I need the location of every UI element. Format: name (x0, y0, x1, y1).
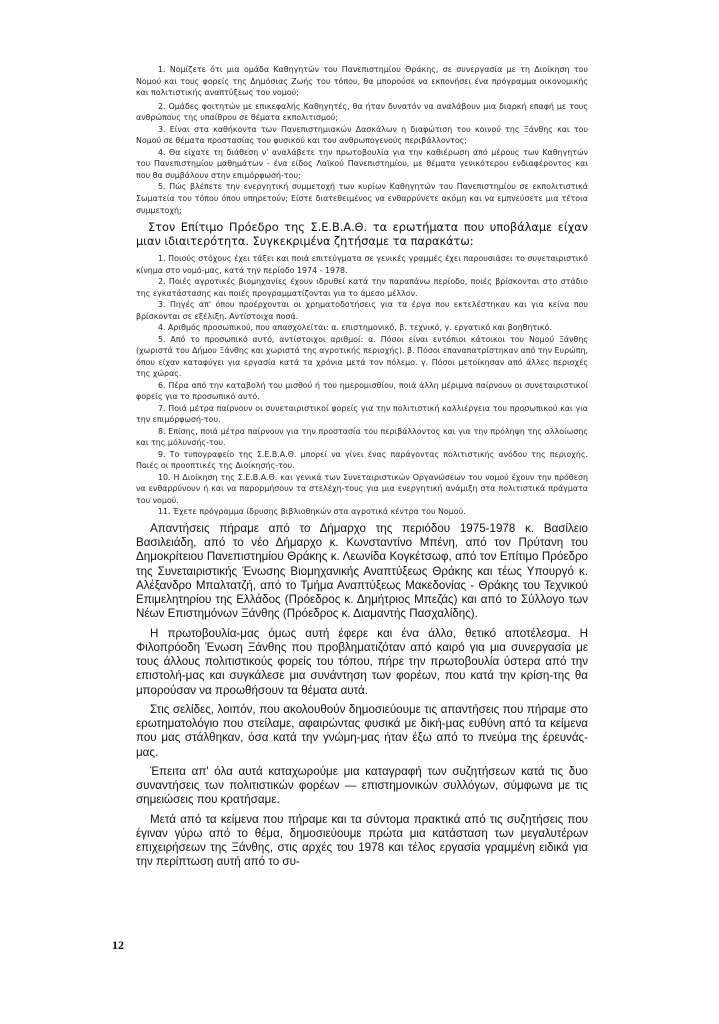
question-item: 11. Έχετε πρόγραμμα ίδρυσης βιβλιοθηκών στα αγροτικά κέντρα του Νομού. (158, 507, 466, 517)
body-paragraph: Έπειτα απ' όλα αυτά καταχωρούμε μια καταγραφή των συζητήσεων κατά τις δυο συναντήσεις των πολιτιστικών φορέων — επιστημονικών συλλόγων, σύμφωνα με τις σημειώσεις που κρατήσαμε. (136, 764, 588, 807)
question-item: 4. Θα είχατε τη διάθεση ν' αναλάβετε την πρωτοβουλία για την καθιέρωση από μέρους των Καθηγητών του Πανεπιστημίου μαθημάτων - ένα είδος Λαϊκού Πανεπιστημίου, με θέματα γενικότερου ενδιαφέροντος και που θα συμβάλουν στην επιμόρφωσή-του; (136, 147, 588, 180)
question-item: 1. Ποιούς στόχους έχει τάξει και ποιά επιτεύγματα σε γενικές γραμμές έχει παρουσιάσει το συνεταιριστικό κίνημα στο νομό-μας, κατά την περίοδο 1974 - 1978. (136, 254, 588, 275)
questions-list-b (136, 253, 588, 518)
question-item: 1. Νομίζετε ότι μια ομάδα Καθηγητών του Πανεπιστημίου Θράκης, σε συνεργασία με τη Διοίκηση του Νομού και τους φορείς της Δημόσιας Ζωής του τόπου, θα μπορούσε να εκπονήσει ένα πρόγραμμα οικονομικής και πολιτιστικής αναπτύξεως του νομού; (136, 65, 588, 98)
body-text (136, 522, 588, 870)
question-item: 8. Επίσης, ποιά μέτρα παίρνουν για την προστασία του περιβάλλοντος και για την πρόληψη της αλλοίωσης και της μόλυνσής-του. (136, 426, 588, 448)
question-item: 2. Ποιές αγροτικές βιομηχανίες έχουν ιδρυθεί κατά την παραπάνω περίοδο, ποιές βρίσκονται στο στάδιο της εγκατάστασης και ποιές προγραμματίζονται για το άμεσο μέλλον. (136, 277, 588, 298)
text-column (136, 64, 588, 875)
question-item: 10. Η Διοίκηση της Σ.Ε.Β.Α.Θ. και γενικά των Συνεταιριστικών Οργανώσεων του νομού έχουν την πρόθεση να ενθαρρύνουν ή και να παρορμήσουν τα στελέχη-τους για μια ενεργητική ανάμιξη στα πολιτιστικά πράγματα του νομού. (136, 472, 588, 505)
body-paragraph: Η πρωτοβουλία-μας όμως αυτή έφερε και ένα άλλο, θετικό αποτέλεσμα. Η Φιλοπρόοδη Ένωση Ξάνθης που προβληματιζόταν από καιρό για μια συνεργασία με τους άλλους πολιτιστικούς φορείς του τόπου, πήρε την πρωτοβουλία ύστερα από την επιστολή-μας και συγκάλεσε μια συνάντηση των φορέων, που κατά την κρίση-της θα μπορούσαν να προωθήσουν τα θέματα αυτά. (136, 626, 588, 697)
questions-list-a (136, 64, 588, 216)
question-item: 7. Ποιά μέτρα παίρνουν οι συνεταιριστικοί φορείς για την πολιτιστική καλλιέργεια του προσωπικού και για την επιμόρφωσή-του. (136, 403, 588, 425)
body-paragraph: Μετά από τα κείμενα που πήραμε και τα σύντομα πρακτικά από τις συζητήσεις που έγιναν γύρω από το θέμα, δημοσιεύουμε πρώτα μια κατάσταση των μεγαλυτέρων επιχειρήσεων της Ξάνθης, στις αρχές του 1978 και τέλος εργασία γραμμένη ειδικά για την περίπτωση αυτή από το συ- (136, 812, 588, 869)
intro-paragraph: Στον Επίτιμο Πρόεδρο της Σ.Ε.Β.Α.Θ. τα ερωτήματα που υποβάλαμε είχαν μιαν ιδιαιτερότητα. Συγκεκριμένα ζητήσαμε τα παρακάτω: (136, 221, 588, 248)
question-item: 4. Αριθμός προσωπικού, που απασχολείται: α. επιστημονικό, β. τεχνικό, γ. εργατικό και βοηθητικό. (158, 323, 552, 333)
body-paragraph: Στις σελίδες, λοιπόν, που ακολουθούν δημοσιεύουμε τις απαντήσεις που πήραμε στο ερωτηματολόγιο που στείλαμε, αφαιρώντας φυσικά με δική-μας ευθύνη από τα κείμενα που μας στάλθηκαν, όσα κατά την γνώμη-μας ήταν έξω από το πνεύμα της έρευνάς-μας. (136, 702, 588, 759)
body-paragraph: Απαντήσεις πήραμε από το Δήμαρχο της περιόδου 1975-1978 κ. Βασίλειο Βασιλειάδη, από το νέο Δήμαρχο κ. Κωνσταντίνο Μπένη, από τον Πρύτανη του Δημοκρίτειου Πανεπιστημίου Θράκης κ. Λεωνίδα Κογκέτσωφ, από τον Επίτιμο Πρόεδρο της Συνεταιριστικής Ένωσης Βιομηχανικής Αναπτύξεως Θράκης και τέως Υπουργό κ. Αλέξανδρο Μπαλτατζή, από το Τμήμα Αναπτύξεως Μακεδονίας - Θράκης του Τεχνικού Επιμελητηρίου της Ελλάδος (Πρόεδρος κ. Δημήτριος Μπεζάς) και από το Σύλλογο των Νέων Επιστημόνων Ξάνθης (Πρόεδρος κ. Διαμαντής Πασχαλίδης). (136, 521, 588, 621)
question-item: 3. Είναι στα καθήκοντα των Πανεπιστημιακών Δασκάλων η διαφώτιση του κοινού της Ξάνθης και του Νομού σε θέματα προστασίας του φυσικού και του ανθρωπογενούς περιβάλλοντος; (136, 124, 588, 146)
question-item: 2. Ομάδες φοιτητών με επικεφαλής Καθηγητές, θα ήταν δυνατόν να αναλάβουν μια διαρκή επαφή με τους ανθρώπους της υπαίθρου σε θέματα εκπολιτισμού; (136, 101, 588, 123)
page-number: 12 (112, 938, 124, 952)
question-item: 5. Από το προσωπικό αυτό, αντίστοιχοι αριθμοί: α. Πόσοι είναι εντόπιοι κάτοικοι του Νομού Ξάνθης (χωριστά του Δήμου Ξάνθης και χωριστά της αγροτικής περιοχής). β. Πόσοι επαναπατρίστηκαν από την Ευρώπη, όπου είχαν καταφύγει για εργασία κατά τα χρόνια μετά τον πόλεμο. γ. Πόσοι μετοίκησαν από άλλες περιοχές της χώρας. (136, 334, 588, 379)
question-item: 6. Πέρα από την καταβολή του μισθού ή του ημερομισθίου, ποιά άλλη μέριμνα παίρνουν οι συνεταιριστικοί φορείς για το προσωπικό αυτό. (136, 380, 588, 402)
question-item: 5. Πώς βλέπετε την ενεργητική συμμετοχή των κυρίων Καθηγητών του Πανεπιστημίου σε εκπολιτιστικά Σωματεία του τόπου όπου υπηρετούν; Είστε διατεθειμένος να ενθαρρύνετε ακόμη και να εμπνεύσετε μια τέτοια συμμετοχή; (136, 182, 588, 215)
question-item: 9. Το τυπογραφείο της Σ.Ε.Β.Α.Θ. μπορεί να γίνει ένας παράγοντας πολιτιστικής ανόδου της περιοχής. Ποιές οι προοπτικές της Διοίκησής-του. (136, 449, 588, 471)
question-item: 3. Πηγές απ' όπου προέρχονται οι χρηματοδοτήσεις για τα έργα που εκτελέστηκαν και για κείνα που βρίσκονται σε εξέλιξη. Αντίστοιχα ποσά. (136, 300, 588, 321)
